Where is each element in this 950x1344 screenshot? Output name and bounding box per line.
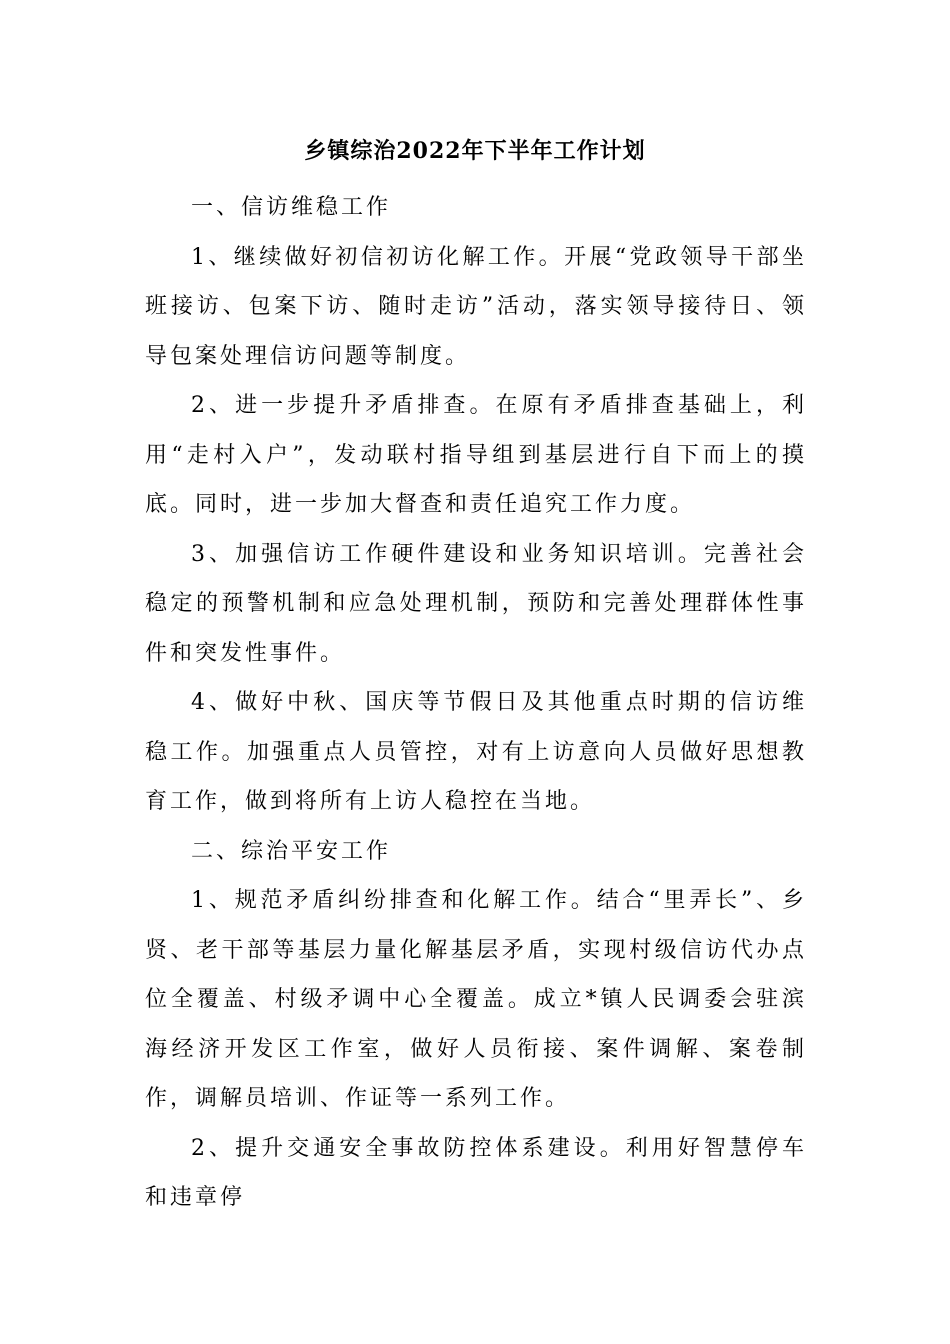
paragraph-1-3: 3、加强信访工作硬件建设和业务知识培训。完善社会稳定的预警机制和应急处理机制，预防和完善处理群体性事件和突发性事件。: [145, 541, 807, 666]
paragraph-1-4: 4、做好中秋、国庆等节假日及其他重点时期的信访维稳工作。加强重点人员管控，对有上访意向人员做好思想教育工作，做到将所有上访人稳控在当地。: [145, 690, 807, 814]
section-heading-2: 二、综治平安工作: [191, 838, 392, 864]
paragraph-1-1: 1、继续做好初信初访化解工作。开展“党政领导干部坐班接访、包案下访、随时走访”活动，落实领导接待日、领导包案处理信访问题等制度。: [145, 244, 807, 369]
paragraph-2-1: 1、规范矛盾纠纷排查和化解工作。结合“里弄长”、乡贤、老干部等基层力量化解基层矛盾，实现村级信访代办点位全覆盖、村级矛调中心全覆盖。成立*镇人民调委会驻滨海经济开发区工作室，做好人员衔接、案件调解、案卷制作，调解员培训、作证等一系列工作。: [145, 888, 807, 1111]
document-title: 乡镇综治2022年下半年工作计划: [304, 138, 646, 164]
document-body: [145, 183, 807, 1223]
paragraph-1-2: 2、进一步提升矛盾排查。在原有矛盾排查基础上，利用“走村入户”，发动联村指导组到基层进行自下而上的摸底。同时，进一步加大督查和责任追究工作力度。: [145, 393, 807, 517]
section-heading-1: 一、信访维稳工作: [191, 195, 392, 220]
paragraph-2-2: 2、提升交通安全事故防控体系建设。利用好智慧停车和违章停: [145, 1135, 807, 1210]
